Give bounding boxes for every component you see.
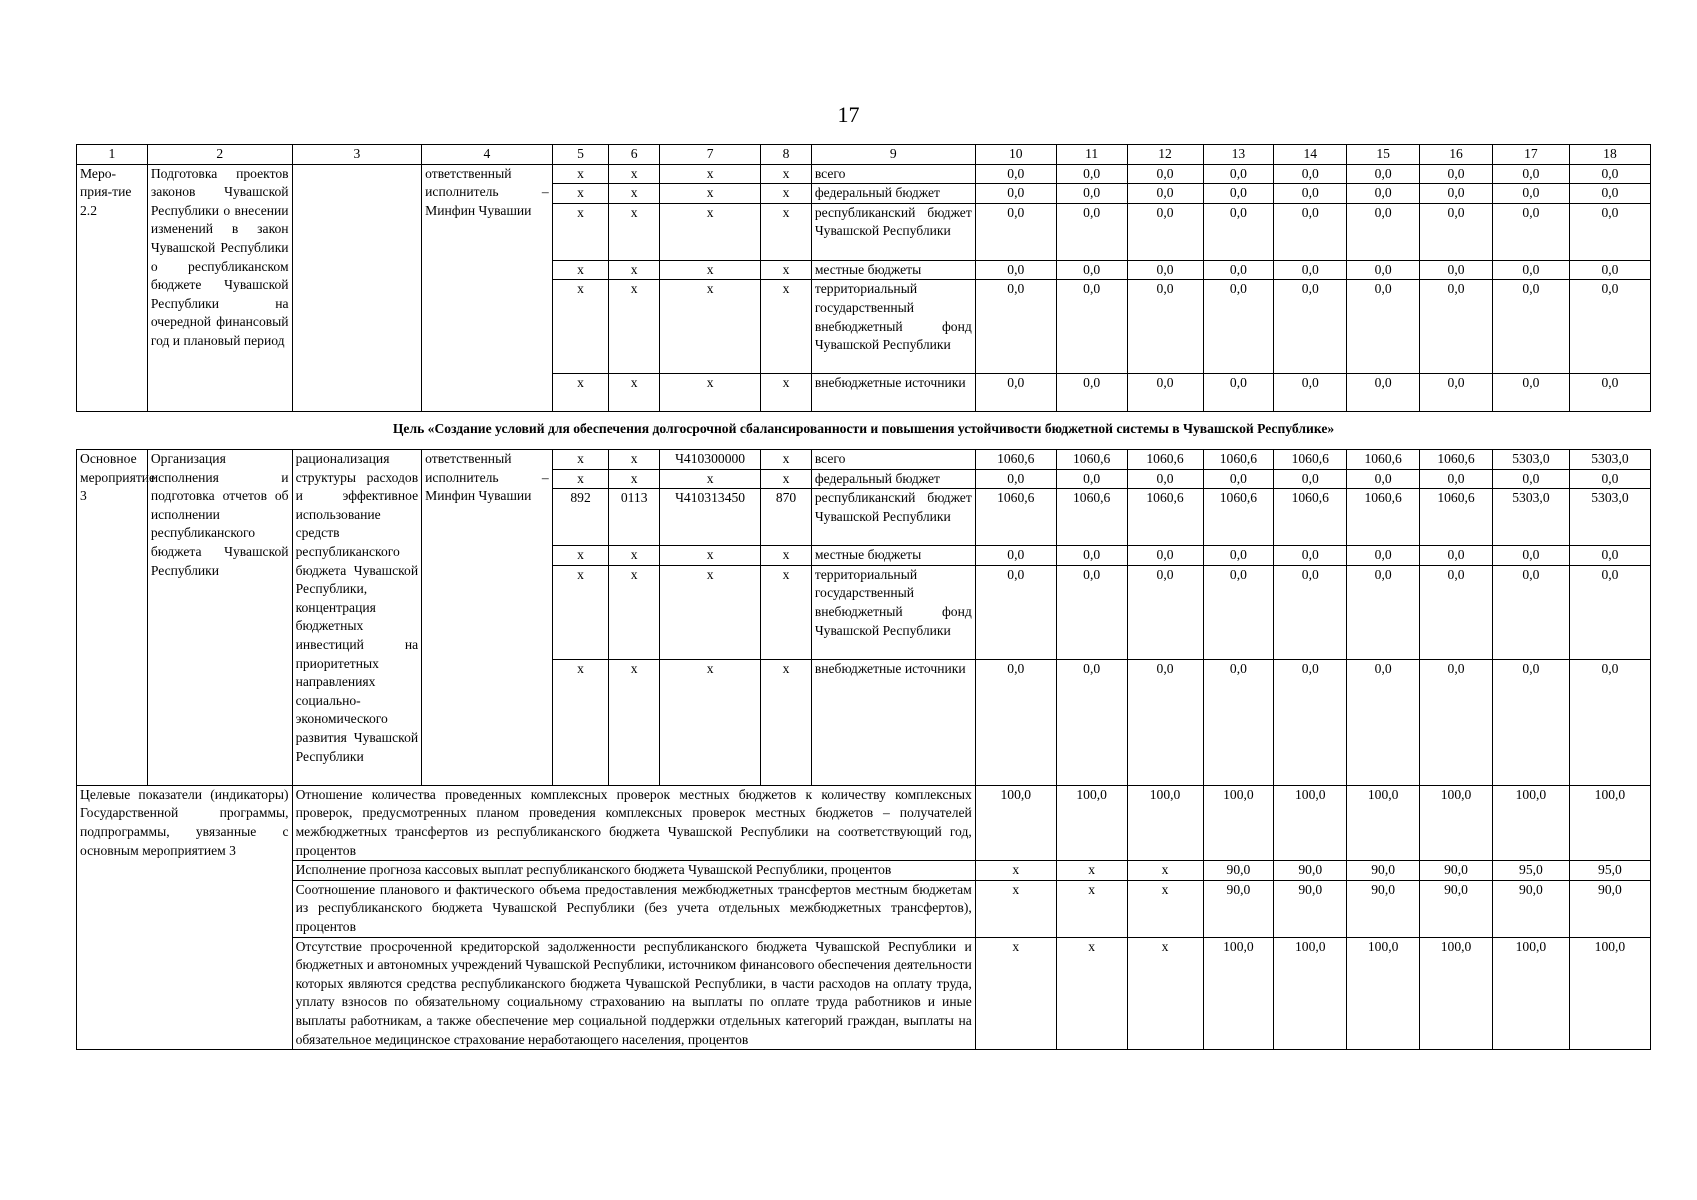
funding-value: 0,0 xyxy=(1203,546,1274,566)
indicator-text: Соотношение планового и фактического объема предоставления межбюджетных трансфертов местным бюджетам из республиканского бюджета Чувашской Республики (без учета отдельных межбюджетных трансфертов), процентов xyxy=(292,880,975,937)
funding-value: 0,0 xyxy=(1127,260,1203,280)
funding-value: 0,0 xyxy=(1569,374,1650,412)
funding-value: 0,0 xyxy=(1274,374,1347,412)
funding-value: 0,0 xyxy=(1420,565,1493,659)
funding-value: 0,0 xyxy=(1347,374,1420,412)
funding-value: 0,0 xyxy=(1056,565,1127,659)
budget-code: x xyxy=(659,164,760,184)
funding-value: 0,0 xyxy=(1492,546,1569,566)
budget-code: x xyxy=(761,546,812,566)
budget-code: 0113 xyxy=(609,489,660,546)
budget-code: x xyxy=(609,203,660,260)
indicators-label: Целевые показатели (индикаторы) Государственной программы, подпрограммы, увязанные с основным мероприятием 3 xyxy=(77,785,293,1049)
funding-value: 1060,6 xyxy=(1274,450,1347,470)
funding-source: всего xyxy=(811,450,975,470)
indicator-value: 90,0 xyxy=(1203,880,1274,937)
budget-code: x xyxy=(552,203,609,260)
funding-value: 1060,6 xyxy=(975,450,1056,470)
funding-value: 0,0 xyxy=(1492,659,1569,785)
funding-value: 0,0 xyxy=(1127,184,1203,204)
indicator-value: 100,0 xyxy=(1274,937,1347,1050)
funding-value: 0,0 xyxy=(1274,280,1347,374)
indicator-value: x xyxy=(1056,861,1127,881)
funding-value: 0,0 xyxy=(975,469,1056,489)
budget-code: x xyxy=(552,469,609,489)
funding-value: 0,0 xyxy=(975,260,1056,280)
funding-value: 0,0 xyxy=(1347,280,1420,374)
funding-value: 0,0 xyxy=(975,374,1056,412)
funding-value: 0,0 xyxy=(975,565,1056,659)
budget-row xyxy=(77,450,1651,470)
funding-value: 0,0 xyxy=(1420,164,1493,184)
funding-value: 5303,0 xyxy=(1492,489,1569,546)
funding-value: 0,0 xyxy=(1420,469,1493,489)
funding-value: 5303,0 xyxy=(1569,450,1650,470)
funding-value: 0,0 xyxy=(1347,565,1420,659)
indicator-value: x xyxy=(1127,937,1203,1050)
funding-value: 0,0 xyxy=(1203,469,1274,489)
column-number: 11 xyxy=(1056,145,1127,165)
funding-value: 0,0 xyxy=(1420,184,1493,204)
budget-code: x xyxy=(761,469,812,489)
funding-value: 0,0 xyxy=(1569,565,1650,659)
funding-value: 0,0 xyxy=(1569,546,1650,566)
funding-value: 1060,6 xyxy=(975,489,1056,546)
funding-value: 0,0 xyxy=(1127,164,1203,184)
budget-code: x xyxy=(761,260,812,280)
indicator-value: 100,0 xyxy=(1420,937,1493,1050)
indicator-value: x xyxy=(975,880,1056,937)
column-number: 6 xyxy=(609,145,660,165)
column-number: 7 xyxy=(659,145,760,165)
funding-value: 0,0 xyxy=(1056,203,1127,260)
budget-code: x xyxy=(552,565,609,659)
column-number: 9 xyxy=(811,145,975,165)
column-number: 3 xyxy=(292,145,422,165)
budget-code: x xyxy=(552,164,609,184)
funding-value: 0,0 xyxy=(975,164,1056,184)
budget-code: x xyxy=(552,450,609,470)
indicator-value: 90,0 xyxy=(1347,880,1420,937)
funding-value: 0,0 xyxy=(1274,184,1347,204)
budget-code: x xyxy=(552,374,609,412)
funding-value: 0,0 xyxy=(1569,164,1650,184)
funding-value: 0,0 xyxy=(1127,565,1203,659)
funding-value: 0,0 xyxy=(1274,203,1347,260)
indicator-value: 100,0 xyxy=(1203,937,1274,1050)
indicator-value: 100,0 xyxy=(1492,937,1569,1050)
indicator-value: 90,0 xyxy=(1420,861,1493,881)
funding-value: 0,0 xyxy=(1056,659,1127,785)
funding-value: 0,0 xyxy=(1492,374,1569,412)
indicator-row xyxy=(77,861,1651,881)
funding-value: 0,0 xyxy=(1569,469,1650,489)
budget-code: x xyxy=(761,374,812,412)
funding-value: 0,0 xyxy=(1569,280,1650,374)
indicator-row xyxy=(77,785,1651,860)
funding-source: республиканский бюджет Чувашской Республики xyxy=(811,489,975,546)
funding-value: 0,0 xyxy=(1347,184,1420,204)
funding-value: 5303,0 xyxy=(1569,489,1650,546)
column-number: 16 xyxy=(1420,145,1493,165)
funding-value: 0,0 xyxy=(1203,374,1274,412)
column-number: 5 xyxy=(552,145,609,165)
budget-code: x xyxy=(761,164,812,184)
activity-label: Основное мероприятие 3 xyxy=(77,450,148,786)
indicator-value: 95,0 xyxy=(1569,861,1650,881)
funding-value: 0,0 xyxy=(1203,280,1274,374)
funding-value: 0,0 xyxy=(1056,469,1127,489)
funding-value: 0,0 xyxy=(975,280,1056,374)
budget-code: x xyxy=(552,260,609,280)
budget-code: x xyxy=(552,280,609,374)
activity-name: Подготовка проектов законов Чувашской Республики о внесении изменений в закон Чувашской Республики о республиканском бюджете Чувашской Республики на очередной финансовый год и плановый период xyxy=(147,164,292,412)
funding-value: 0,0 xyxy=(1492,164,1569,184)
indicator-value: 100,0 xyxy=(975,785,1056,860)
funding-value: 1060,6 xyxy=(1274,489,1347,546)
column-number-row xyxy=(77,145,1651,165)
indicator-value: 90,0 xyxy=(1420,880,1493,937)
column-number: 15 xyxy=(1347,145,1420,165)
funding-value: 0,0 xyxy=(1274,659,1347,785)
funding-value: 0,0 xyxy=(975,659,1056,785)
activity-label: Меро-прия-тие 2.2 xyxy=(77,164,148,412)
column-number: 2 xyxy=(147,145,292,165)
indicator-value: 95,0 xyxy=(1492,861,1569,881)
column-number: 8 xyxy=(761,145,812,165)
budget-code: x xyxy=(609,164,660,184)
funding-value: 1060,6 xyxy=(1203,489,1274,546)
indicator-value: 90,0 xyxy=(1203,861,1274,881)
funding-value: 5303,0 xyxy=(1492,450,1569,470)
funding-value: 0,0 xyxy=(975,203,1056,260)
indicator-value: 100,0 xyxy=(1347,785,1420,860)
indicator-value: 100,0 xyxy=(1569,785,1650,860)
funding-value: 1060,6 xyxy=(1420,450,1493,470)
indicator-value: 100,0 xyxy=(1127,785,1203,860)
funding-value: 0,0 xyxy=(1347,260,1420,280)
funding-source: республиканский бюджет Чувашской Республики xyxy=(811,203,975,260)
funding-value: 0,0 xyxy=(1274,546,1347,566)
funding-value: 0,0 xyxy=(1569,184,1650,204)
indicator-value: x xyxy=(1127,861,1203,881)
funding-value: 0,0 xyxy=(1492,203,1569,260)
funding-value: 0,0 xyxy=(1203,184,1274,204)
column-number: 10 xyxy=(975,145,1056,165)
budget-code: x xyxy=(761,203,812,260)
column-number: 1 xyxy=(77,145,148,165)
budget-code: x xyxy=(609,659,660,785)
column-number: 13 xyxy=(1203,145,1274,165)
budget-code: x xyxy=(659,546,760,566)
funding-value: 0,0 xyxy=(1127,546,1203,566)
column-number: 12 xyxy=(1127,145,1203,165)
funding-value: 0,0 xyxy=(1420,203,1493,260)
indicator-value: 100,0 xyxy=(1274,785,1347,860)
indicator-value: 100,0 xyxy=(1569,937,1650,1050)
activity-name: Организация исполнения и подготовка отчетов об исполнении республиканского бюджета Чувашской Республики xyxy=(147,450,292,786)
indicator-value: 100,0 xyxy=(1420,785,1493,860)
column-number: 17 xyxy=(1492,145,1569,165)
funding-value: 0,0 xyxy=(1420,546,1493,566)
funding-value: 0,0 xyxy=(1127,203,1203,260)
indicator-value: x xyxy=(1056,937,1127,1050)
funding-value: 0,0 xyxy=(1274,164,1347,184)
budget-code: x xyxy=(659,184,760,204)
budget-code: x xyxy=(761,450,812,470)
indicator-value: 100,0 xyxy=(1056,785,1127,860)
budget-code: x xyxy=(609,260,660,280)
indicator-value: 90,0 xyxy=(1274,880,1347,937)
budget-code: Ч410313450 xyxy=(659,489,760,546)
budget-code: x xyxy=(659,659,760,785)
funding-value: 0,0 xyxy=(1347,469,1420,489)
funding-value: 1060,6 xyxy=(1127,450,1203,470)
indicator-value: 90,0 xyxy=(1347,861,1420,881)
budget-code: x xyxy=(761,280,812,374)
funding-value: 0,0 xyxy=(1056,164,1127,184)
indicator-row xyxy=(77,937,1651,1050)
funding-value: 0,0 xyxy=(1420,280,1493,374)
funding-value: 1060,6 xyxy=(1347,450,1420,470)
funding-value: 0,0 xyxy=(1056,260,1127,280)
funding-value: 0,0 xyxy=(1492,184,1569,204)
funding-source: местные бюджеты xyxy=(811,260,975,280)
budget-code: 892 xyxy=(552,489,609,546)
budget-code: x xyxy=(609,546,660,566)
funding-value: 0,0 xyxy=(1127,469,1203,489)
column-number: 14 xyxy=(1274,145,1347,165)
budget-code: x xyxy=(761,565,812,659)
budget-code: x xyxy=(659,203,760,260)
budget-row xyxy=(77,164,1651,184)
indicator-value: 100,0 xyxy=(1492,785,1569,860)
funding-source: федеральный бюджет xyxy=(811,469,975,489)
indicator-value: 90,0 xyxy=(1492,880,1569,937)
funding-value: 0,0 xyxy=(1056,546,1127,566)
funding-source: внебюджетные источники xyxy=(811,659,975,785)
funding-value: 0,0 xyxy=(1127,659,1203,785)
budget-code: x xyxy=(609,565,660,659)
funding-value: 0,0 xyxy=(1056,184,1127,204)
funding-value: 0,0 xyxy=(1420,374,1493,412)
funding-value: 0,0 xyxy=(1569,203,1650,260)
indicator-value: 100,0 xyxy=(1347,937,1420,1050)
funding-value: 0,0 xyxy=(1127,280,1203,374)
funding-value: 0,0 xyxy=(1056,374,1127,412)
funding-value: 0,0 xyxy=(1127,374,1203,412)
funding-value: 1060,6 xyxy=(1420,489,1493,546)
funding-value: 0,0 xyxy=(1274,565,1347,659)
column-number: 4 xyxy=(422,145,553,165)
budget-code: x xyxy=(659,260,760,280)
indicator-text: Исполнение прогноза кассовых выплат республиканского бюджета Чувашской Республики, процентов xyxy=(292,861,975,881)
indicator-row xyxy=(77,880,1651,937)
funding-value: 0,0 xyxy=(1203,203,1274,260)
funding-value: 0,0 xyxy=(1347,546,1420,566)
funding-value: 0,0 xyxy=(1347,164,1420,184)
activity-executor: ответственный исполнитель – Минфин Чувашии xyxy=(422,164,553,412)
budget-code: x xyxy=(552,184,609,204)
funding-value: 1060,6 xyxy=(1203,450,1274,470)
budget-code: x xyxy=(609,184,660,204)
funding-value: 0,0 xyxy=(1274,260,1347,280)
indicator-value: x xyxy=(975,861,1056,881)
funding-value: 0,0 xyxy=(1569,260,1650,280)
budget-code: x xyxy=(659,565,760,659)
funding-value: 1060,6 xyxy=(1127,489,1203,546)
page-number: 17 xyxy=(837,102,860,127)
indicator-value: x xyxy=(1127,880,1203,937)
indicator-text: Отношение количества проведенных комплексных проверок местных бюджетов к количеству комплексных проверок, предусмотренных планом проведения комплексных проверок местных бюджетов – получателей межбюджетных трансфертов из республиканского бюджета Чувашской Республики на соответствующий год, процентов xyxy=(292,785,975,860)
funding-value: 0,0 xyxy=(975,546,1056,566)
funding-value: 0,0 xyxy=(1492,260,1569,280)
funding-value: 0,0 xyxy=(1492,280,1569,374)
budget-code: x xyxy=(609,469,660,489)
budget-table-top xyxy=(76,144,1651,412)
budget-code: x xyxy=(659,374,760,412)
activity-executor: ответственный исполнитель – Минфин Чувашии xyxy=(422,450,553,786)
funding-source: территориальный государственный внебюджетный фонд Чувашской Республики xyxy=(811,280,975,374)
budget-code: x xyxy=(761,184,812,204)
budget-code: x xyxy=(552,659,609,785)
funding-source: внебюджетные источники xyxy=(811,374,975,412)
budget-code: 870 xyxy=(761,489,812,546)
budget-code: x xyxy=(659,280,760,374)
funding-value: 0,0 xyxy=(1203,565,1274,659)
funding-value: 0,0 xyxy=(1203,260,1274,280)
funding-source: всего xyxy=(811,164,975,184)
budget-code: x xyxy=(659,469,760,489)
funding-value: 0,0 xyxy=(975,184,1056,204)
funding-value: 1060,6 xyxy=(1347,489,1420,546)
budget-code: x xyxy=(609,374,660,412)
column-number: 18 xyxy=(1569,145,1650,165)
funding-value: 0,0 xyxy=(1420,659,1493,785)
funding-value: 0,0 xyxy=(1203,659,1274,785)
budget-code: x xyxy=(609,280,660,374)
indicator-value: 90,0 xyxy=(1274,861,1347,881)
funding-value: 0,0 xyxy=(1492,469,1569,489)
budget-code: Ч410300000 xyxy=(659,450,760,470)
indicator-value: 90,0 xyxy=(1569,880,1650,937)
funding-source: местные бюджеты xyxy=(811,546,975,566)
indicator-value: x xyxy=(975,937,1056,1050)
indicator-text: Отсутствие просроченной кредиторской задолженности республиканского бюджета Чувашской Республики и бюджетных и автономных учреждений Чувашской Республики, источником финансового обеспечения деятельности которых являются средства республиканского бюджета Чувашской Республики, в части расходов на оплату труда, уплату взносов по обязательному социальному страхованию на выплаты по оплате труда работников и иные выплаты работникам, а также обеспечение мер социальной поддержки отдельных категорий граждан, выплаты на обязательное медицинское страхование неработающего населения, процентов xyxy=(292,937,975,1050)
funding-value: 0,0 xyxy=(1274,469,1347,489)
funding-value: 0,0 xyxy=(1492,565,1569,659)
funding-source: территориальный государственный внебюджетный фонд Чувашской Республики xyxy=(811,565,975,659)
funding-value: 1060,6 xyxy=(1056,450,1127,470)
budget-table-bottom xyxy=(76,449,1651,1050)
funding-value: 0,0 xyxy=(1347,203,1420,260)
activity-goal xyxy=(292,164,422,412)
funding-value: 0,0 xyxy=(1203,164,1274,184)
budget-code: x xyxy=(761,659,812,785)
indicator-value: 100,0 xyxy=(1203,785,1274,860)
funding-source: федеральный бюджет xyxy=(811,184,975,204)
indicator-value: x xyxy=(1056,880,1127,937)
goal-heading: Цель «Создание условий для обеспечения долгосрочной сбалансированности и повышения устойчивости бюджетной системы в Чувашской Республике» xyxy=(392,421,1335,436)
funding-value: 0,0 xyxy=(1569,659,1650,785)
funding-value: 0,0 xyxy=(1056,280,1127,374)
funding-value: 0,0 xyxy=(1347,659,1420,785)
funding-value: 1060,6 xyxy=(1056,489,1127,546)
activity-goal: рационализация структуры расходов и эффективное использование средств республиканского бюджета Чувашской Республики, концентрация бюджетных инвестиций на приоритетных направлениях социально-экономического развития Чувашской Республики xyxy=(292,450,422,786)
budget-code: x xyxy=(552,546,609,566)
funding-value: 0,0 xyxy=(1420,260,1493,280)
budget-code: x xyxy=(609,450,660,470)
